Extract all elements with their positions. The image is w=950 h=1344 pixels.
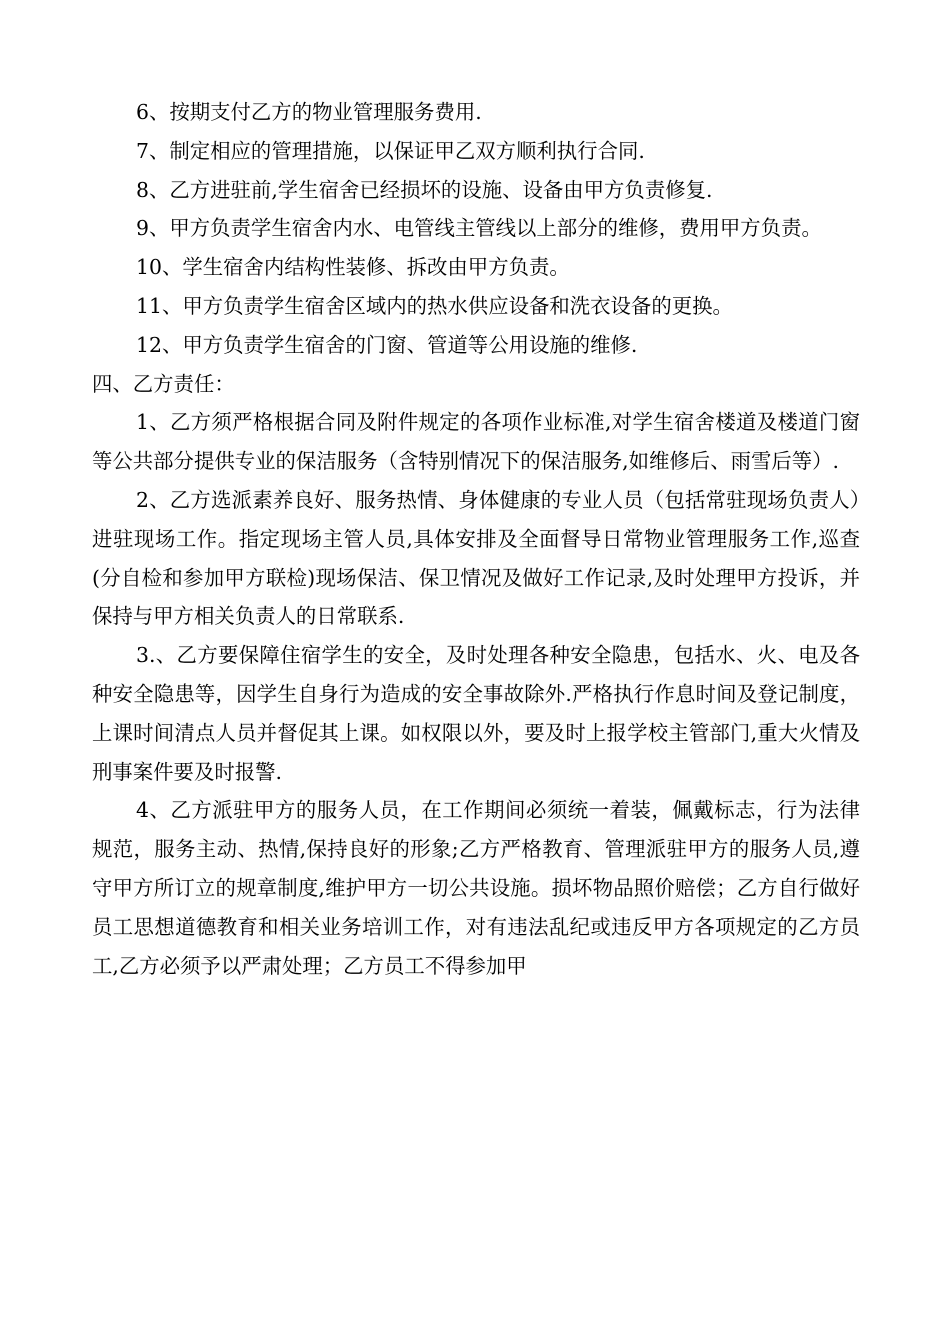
paragraph-item-8: 8、乙方进驻前,学生宿舍已经损坏的设施、设备由甲方负责修复. — [136, 177, 713, 202]
document-page — [92, 93, 860, 985]
paragraph-party-b-2: 2、乙方选派素养良好、服务热情、身体健康的专业人员（包括常驻现场负责人）进驻现场工作。指定现场主管人员,具体安排及全面督导日常物业管理服务工作,巡查(分自检和参加甲方联检)现场保洁、保卫情况及做好工作记录,及时处理甲方投诉，并保持与甲方相关负责人的日常联系. — [92, 487, 860, 629]
paragraph-party-b-3: 3.、乙方要保障住宿学生的安全，及时处理各种安全隐患，包括水、火、电及各种安全隐患等，因学生自身行为造成的安全事故除外.严格执行作息时间及登记制度，上课时间清点人员并督促其上课。如权限以外，要及时上报学校主管部门,重大火情及刑事案件要及时报警. — [92, 643, 860, 784]
section-heading-party-b: 四、乙方责任： — [92, 371, 235, 396]
paragraph-item-11: 11、甲方负责学生宿舍区域内的热水供应设备和洗衣设备的更换。 — [136, 293, 733, 318]
paragraph-item-12: 12、甲方负责学生宿舍的门窗、管道等公用设施的维修. — [136, 332, 638, 357]
paragraph-party-b-1: 1、乙方须严格根据合同及附件规定的各项作业标准,对学生宿舍楼道及楼道门窗等公共部分提供专业的保洁服务（含特别情况下的保洁服务,如维修后、雨雪后等）. — [92, 410, 860, 474]
paragraph-item-7: 7、制定相应的管理措施，以保证甲乙双方顺利执行合同. — [136, 138, 645, 163]
paragraph-item-9: 9、甲方负责学生宿舍内水、电管线主管线以上部分的维修，费用甲方负责。 — [136, 216, 822, 241]
paragraph-item-6: 6、按期支付乙方的物业管理服务费用. — [136, 100, 482, 124]
paragraph-item-10: 10、学生宿舍内结构性装修、拆改由甲方负责。 — [136, 255, 570, 280]
paragraph-party-b-4: 4、乙方派驻甲方的服务人员，在工作期间必须统一着装，佩戴标志，行为法律规范，服务主动、热情,保持良好的形象;乙方严格教育、管理派驻甲方的服务人员,遵守甲方所订立的规章制度,维护甲方一切公共设施。损坏物品照价赔偿；乙方自行做好员工思想道德教育和相关业务培训工作，对有违法乱纪或违反甲方各项规定的乙方员工,乙方必须予以严肃处理；乙方员工不得参加甲 — [92, 798, 860, 978]
